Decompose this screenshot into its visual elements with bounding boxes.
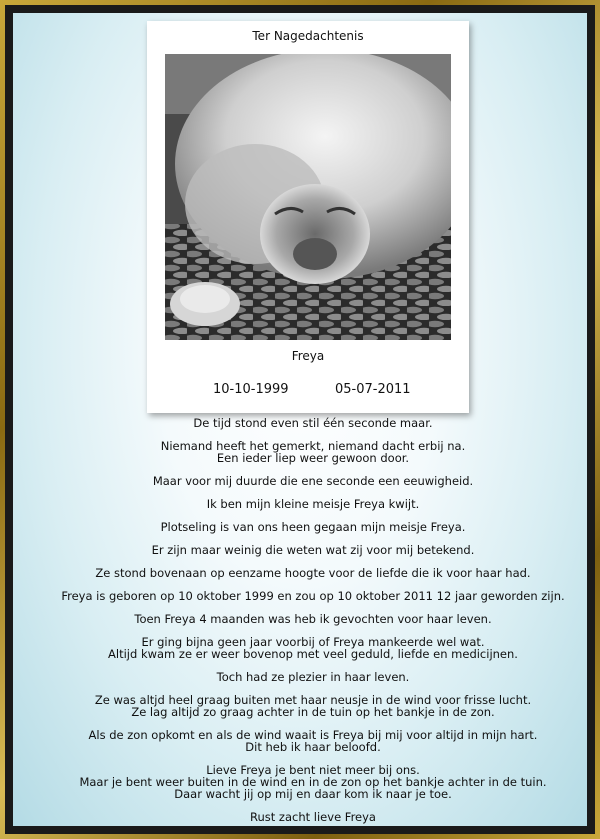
poem-stanza [43,729,583,753]
poem-line: Een ieder liep weer gewoon door. [216,451,410,465]
poem-line: Dit heb ik haar beloofd. [245,740,381,754]
poem-line: De tijd stond even stil één seconde maar. [193,416,433,430]
poem-line: Freya is geboren op 10 oktober 1999 en zou op 10 oktober 2011 12 jaar geworden zijn. [61,589,565,603]
poem-stanza [43,440,583,464]
poem-line: Toen Freya 4 maanden was heb ik gevochten voor haar leven. [134,612,492,626]
frame-inner-border [5,5,595,834]
poem-line: Daar wacht jij op mij en daar kom ik naar je toe. [174,787,452,801]
poem-stanza [43,636,583,660]
poem-line: Ik ben mijn kleine meisje Freya kwijt. [206,497,420,511]
poem-stanza [43,671,583,683]
poem-line: Maar voor mij duurde die ene seconde een eeuwigheid. [152,474,474,488]
cat-photo [165,54,451,340]
poem-line: Ze was altjd heel graag buiten met haar neusje in de wind voor frisse lucht. [94,693,532,707]
poem-stanza [43,694,583,718]
poem-stanza [43,417,583,429]
poem-stanza [43,521,583,533]
death-date: 05-07-2011 [335,382,411,397]
poem-line: Niemand heeft het gemerkt, niemand dacht erbij na. [160,439,466,453]
poem-line: Plotseling is van ons heen gegaan mijn meisje Freya. [160,520,466,534]
poem-line: Ze lag altijd zo graag achter in de tuin op het bankje in de zon. [131,705,495,719]
poem-stanza [43,613,583,625]
poem-line: Er zijn maar weinig die weten wat zij voor mij betekend. [151,543,475,557]
poem-stanza [43,567,583,579]
memorial-canvas [13,13,587,826]
sleeping-cat-image [165,54,451,340]
poem-line: Er ging bijna geen jaar voorbij of Freya mankeerde wel wat. [141,635,485,649]
poem-stanza [43,475,583,487]
poem-line: Lieve Freya je bent niet meer bij ons. [206,763,420,777]
poem-line: Altijd kwam ze er weer bovenop met veel geduld, liefde en medicijnen. [108,647,518,661]
poem-line: Als de zon opkomt en als de wind waait is Freya bij mij voor altijd in mijn hart. [88,728,538,742]
poem-line: Rust zacht lieve Freya [250,810,376,824]
poem-line: Maar je bent weer buiten in de wind en in de zon op het bankje achter in de tuin. [79,775,547,789]
memorial-poem [43,417,583,834]
birth-date: 10-10-1999 [213,382,289,397]
poem-stanza [43,544,583,556]
poem-stanza [43,498,583,510]
photo-card [147,21,469,413]
memorial-heading: Ter Nagedachtenis [252,29,364,43]
poem-stanza [43,811,583,823]
pet-name: Freya [291,349,325,363]
poem-stanza [43,764,583,800]
poem-line: Toch had ze plezier in haar leven. [216,670,410,684]
poem-line: Ze stond bovenaan op eenzame hoogte voor de liefde die ik voor haar had. [95,566,531,580]
poem-stanza [43,590,583,602]
